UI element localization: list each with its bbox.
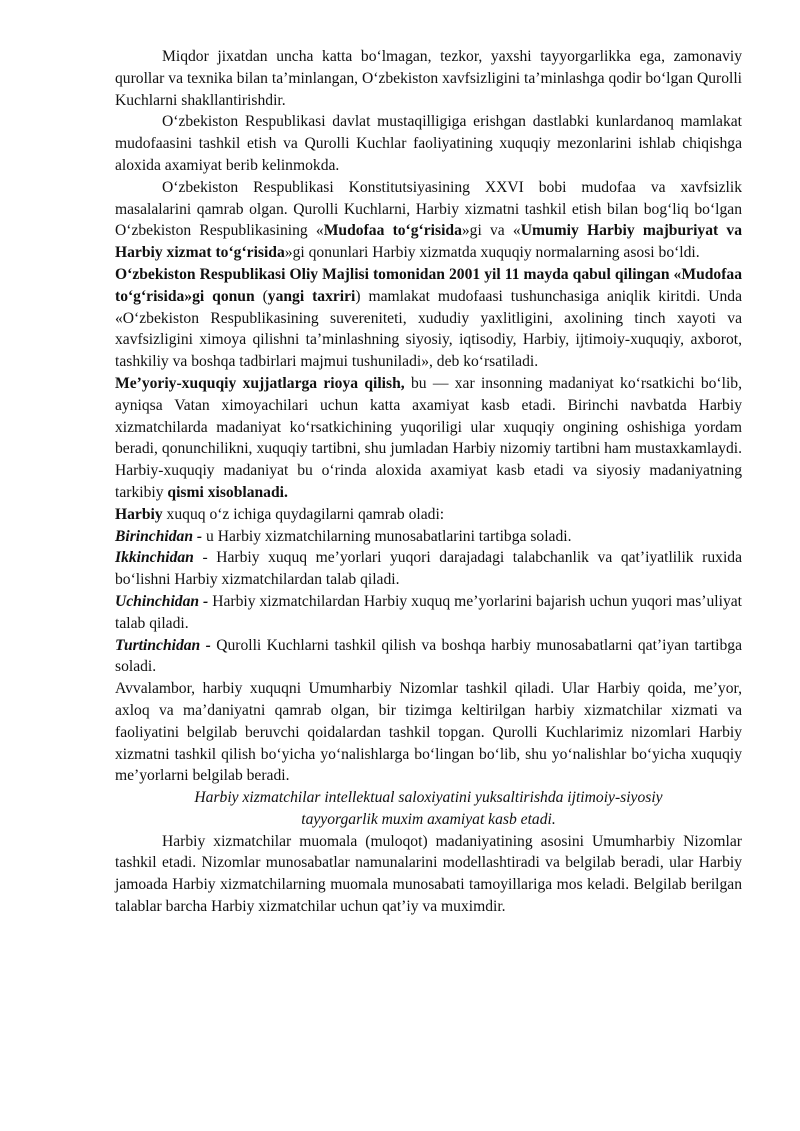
list-item-first	[115, 526, 742, 548]
list-item-second	[115, 547, 742, 591]
text-run: u Harbiy xizmatchilarning munosabatlarini tartibga soladi.	[202, 527, 572, 545]
document-page	[115, 46, 742, 918]
paragraph-constitution	[115, 177, 742, 264]
bold-law-title: Umumiy Harbiy majburiyat va Harbiy xizmat to‘g‘risida	[115, 222, 742, 262]
text-run: Qurolli Kuchlarni tashkil qilish va boshqa harbiy munosabatlarni qat’iyan tartibga soladi.	[115, 636, 742, 676]
bold-lead: O‘zbekiston Respublikasi Oliy Majlisi tomonidan 2001 yil 11 mayda qabul qilingan «Mudofaa to‘g‘risida»gi qonun	[115, 265, 742, 305]
paragraph-legal-norms	[115, 373, 742, 504]
bold-italic-lead: Ikkinchidan	[115, 549, 194, 567]
bold-term: yangi taxriri	[267, 287, 356, 305]
bold-law-title: Mudofaa to‘g‘risida	[323, 222, 462, 240]
paragraph-regulations: Avvalambor, harbiy xuquqni Umumharbiy Nizomlar tashkil qiladi. Ular Harbiy qoida, me’yor, axloq va ma’daniyatni qamrab olgan, bir tizimga keltirilgan harbiy xizmatchilar xizmati va faoliyatini belgilab beruvchi qoidalardan tashkil topgan. Qurolli Kuchlarimiz nizomlari Harbiy xizmatni tashkil qilish bo‘yicha yo‘nalishlarga bo‘lingan bo‘lib, shu yo‘nalishlar bo‘yicha xuquqiy me’yorlarni belgilab beradi.	[115, 680, 742, 785]
text-run: ) mamlakat mudofaasi tushunchasiga aniqlik kiritdi. Unda «O‘zbekiston Respublikasining suvereniteti, xududiy yaxlitligini, axolining tinch xayoti va xavfsizligini ximoya qilishni ta’minlashning siyosiy, iqtisodiy, Harbiy, ijtimoiy-xuquqiy, axborot, tashkiliy va boshqa tadbirlari majmui tushuniladi», deb ko‘rsatiladi.	[115, 287, 743, 371]
heading-line-2: tayyorgarlik muxim axamiyat kasb etadi.	[301, 810, 556, 828]
text-run: bu — xar insonning madaniyat ko‘rsatkichi bo‘lib, ayniqsa Vatan ximoyachilari uchun katta axamiyat kasb etadi. Birinchi navbatda Harbiy xizmatchilarda madaniyat ko‘rsatkichining yuqoriligi ular xuquqiy ongining oshishiga yordam beradi, qonunchilikni, xuquqiy tartibni, shu jumladan Harbiy nizomiy tartibni ham mustaxkamlaydi. Harbiy-xuquqiy madaniyat bu o‘rinda aloxida axamiyat kasb etadi va siyosiy madaniyatning tarkibiy	[115, 374, 742, 501]
list-item-third	[115, 591, 742, 635]
text-run: »gi qonunlari Harbiy xizmatda xuquqiy normalarning asosi bo‘ldi.	[284, 244, 700, 262]
paragraph-independence: O‘zbekiston Respublikasi davlat mustaqilligiga erishgan dastlabki kunlardanoq mamlakat mudofaasini tashkil etish va Qurolli Kuchlar faoliyatining xuquqiy mezonlarini ishlab chiqishga aloxida axamiyat berib kelinmokda.	[115, 113, 742, 174]
text-run: xuquq o‘z ichiga quydagilarni qamrab oladi:	[162, 505, 445, 523]
paragraph-defense-law	[115, 264, 742, 373]
paragraph-goal: Miqdor jixatdan uncha katta bo‘lmagan, tezkor, yaxshi tayyorgarlikka ega, zamonaviy qurollar va texnika bilan ta’minlangan, O‘zbekiston xavfsizligini ta’minlashga qodir bo‘lgan Qurolli Kuchlarni shakllantirishdir.	[115, 48, 742, 109]
bold-italic-lead: Turtinchidan -	[115, 636, 211, 654]
paragraph-communication: Harbiy xizmatchilar muomala (muloqot) madaniyatining asosini Umumharbiy Nizomlar tashkil etadi. Nizomlar munosabatlar namunalarini modellashtiradi va belgilab beradi, ular Harbiy jamoada Harbiy xizmatchilarning muomala munosabati tamoyillariga mos keladi. Belgilab berilgan talablar barcha Harbiy xizmatchilar uchun qat’iy va muximdir.	[115, 832, 742, 916]
bold-italic-lead: Uchinchidan -	[115, 592, 209, 610]
text-run: Harbiy xizmatchilardan Harbiy xuquq me’yorlarini bajarish uchun yuqori mas’uliyat talab qiladi.	[115, 592, 742, 632]
bold-lead: Me’yoriy-xuquqiy xujjatlarga rioya qilish,	[115, 374, 405, 392]
heading-line-1: Harbiy xizmatchilar intellektual saloxiyatini yuksaltirishda ijtimoiy-siyosiy	[194, 789, 663, 807]
text-run: - Harbiy xuquq me’yorlari yuqori darajadagi talabchanlik va qat’iyatlilik ruxida bo‘lishni Harbiy xizmatchilardan talab qiladi.	[115, 549, 742, 589]
list-item-fourth	[115, 635, 742, 679]
bold-term: qismi xisoblanadi.	[167, 483, 288, 501]
section-heading	[115, 787, 742, 831]
paragraph-military-law	[115, 504, 742, 526]
text-run: »gi va «	[461, 222, 521, 240]
text-run: O‘zbekiston Respublikasi Konstitutsiyasining XXVI bobi mudofaa va xavfsizlik masalalarini qamrab olgan. Qurolli Kuchlarni, Harbiy xizmatni tashkil etish bilan bog‘liq bo‘lgan O‘zbekiston Respublikasining «	[115, 178, 742, 240]
bold-lead: Harbiy	[115, 505, 163, 523]
bold-italic-lead: Birinchidan -	[115, 527, 203, 545]
text-run: (	[254, 287, 268, 305]
